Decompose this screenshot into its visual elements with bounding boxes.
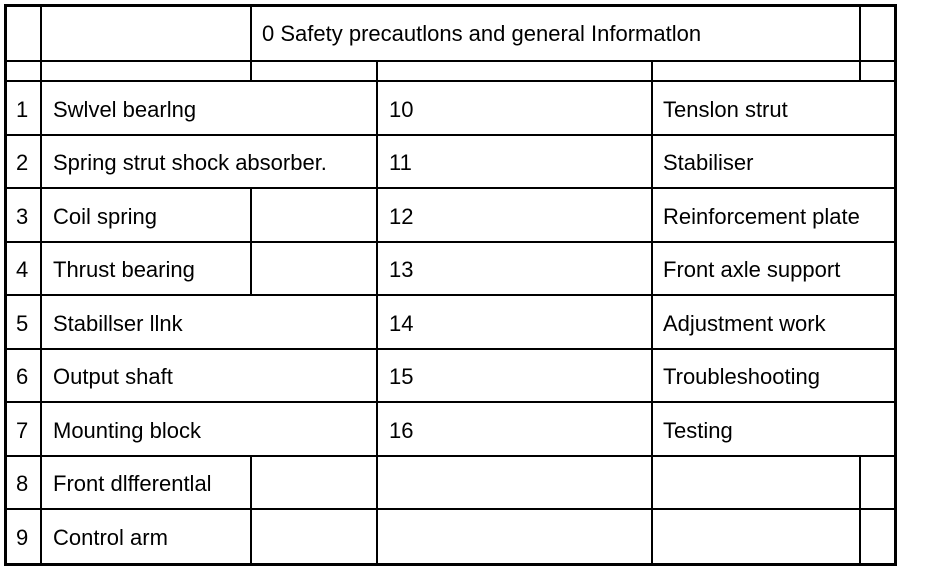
row-divider — [7, 134, 894, 136]
row-number: 16 — [389, 418, 414, 443]
row-label: Thrust bearing — [53, 257, 195, 282]
column-divider — [376, 60, 378, 563]
row-label: Spring strut shock absorber. — [53, 150, 327, 175]
row-divider — [7, 508, 894, 510]
row-number: 3 — [16, 204, 29, 229]
section-title: 0 Safety precautlons and general Informatlon — [262, 21, 702, 46]
row-number: 13 — [389, 257, 414, 282]
column-divider — [250, 187, 252, 296]
column-divider — [250, 7, 252, 82]
chapter-index-table — [4, 4, 897, 566]
row-number: 1 — [16, 97, 29, 122]
row-number: 2 — [16, 150, 29, 175]
row-number: 4 — [16, 257, 29, 282]
row-number: 10 — [389, 97, 414, 122]
row-label: Tenslon strut — [663, 97, 788, 122]
row-number: 9 — [16, 525, 29, 550]
column-divider — [859, 455, 861, 563]
row-number: 6 — [16, 364, 29, 389]
row-number: 7 — [16, 418, 29, 443]
row-number: 5 — [16, 311, 29, 336]
row-divider — [7, 401, 894, 403]
row-number: 15 — [389, 364, 414, 389]
row-number: 12 — [389, 204, 414, 229]
row-divider — [7, 187, 894, 189]
row-label: Front axle support — [663, 257, 841, 282]
row-label: Troubleshooting — [663, 364, 820, 389]
row-label: Mounting block — [53, 418, 201, 443]
row-label: Control arm — [53, 525, 168, 550]
row-number: 8 — [16, 471, 29, 496]
row-divider — [7, 348, 894, 350]
row-number: 14 — [389, 311, 414, 336]
row-divider — [7, 294, 894, 296]
column-divider — [651, 60, 653, 563]
row-divider — [7, 455, 894, 457]
row-label: Output shaft — [53, 364, 173, 389]
row-label: Stabillser llnk — [53, 311, 183, 336]
row-divider — [7, 241, 894, 243]
column-divider — [40, 7, 42, 563]
row-label: Adjustment work — [663, 311, 826, 336]
row-divider — [7, 80, 894, 82]
row-label: Stabiliser — [663, 150, 754, 175]
column-divider — [250, 455, 252, 563]
column-divider — [859, 7, 861, 82]
row-divider — [7, 60, 894, 62]
row-label: Coil spring — [53, 204, 157, 229]
row-label: Swlvel bearlng — [53, 97, 197, 122]
row-label: Testing — [663, 418, 733, 443]
row-number: 11 — [389, 150, 412, 175]
row-label: Reinforcement plate — [663, 204, 860, 229]
row-label: Front dlfferentlal — [53, 471, 212, 496]
